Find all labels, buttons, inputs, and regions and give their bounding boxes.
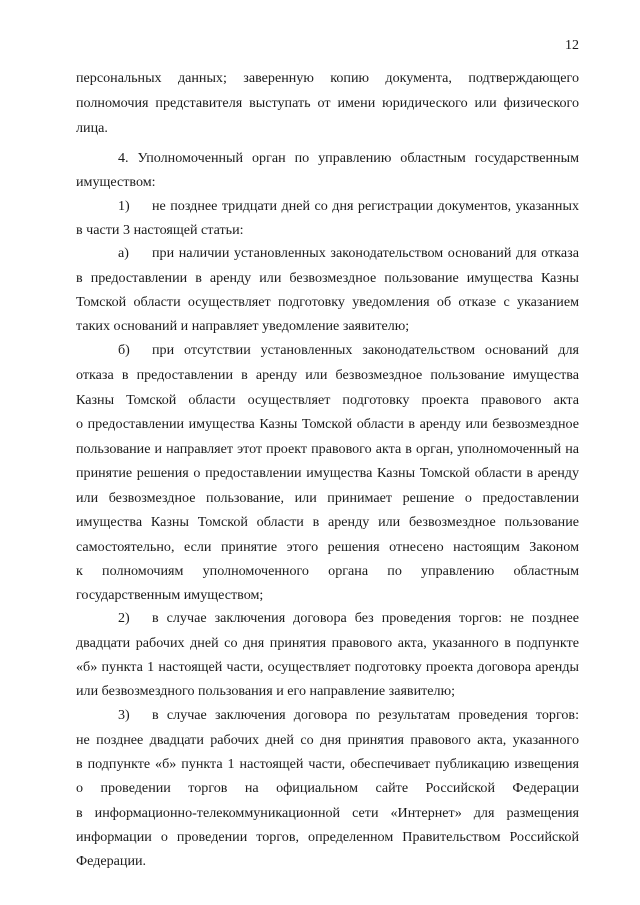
text-line: лица. — [76, 120, 108, 136]
text-line: полномочия представителя выступать от имени юридического или физического — [76, 95, 579, 111]
text-line: персональных данных; заверенную копию документа, подтверждающего — [76, 70, 579, 86]
text-line: или безвозмездного пользования и его направление заявителю; — [76, 683, 456, 699]
text-line: Казны Томской области осуществляет подготовку проекта правового акта — [76, 392, 579, 408]
text-line: государственным имуществом; — [76, 587, 264, 603]
text-line: «б» пункта 1 настоящей части, осуществляет подготовку проекта договора аренды — [76, 659, 579, 675]
text-line: в предоставлении в аренду или безвозмездное пользование имущества Казны — [76, 270, 579, 286]
text-line: в информационно-телекоммуникационной сети «Интернет» для размещения — [76, 805, 579, 821]
text-line: отказа в предоставлении в аренду или безвозмездное пользование имущества — [76, 367, 579, 383]
text-line: Федерации. — [76, 853, 147, 869]
item-number: 1) — [118, 198, 130, 214]
text-line: принятие решения о предоставлении имущества Казны Томской области в аренду — [76, 465, 579, 481]
text-line: или безвозмездное пользование, или принимает решение о предоставлении — [76, 490, 579, 506]
item-number: 2) — [118, 610, 130, 626]
text-line: в части 3 настоящей статьи: — [76, 222, 244, 238]
subitem-a-start: при наличии установленных законодательством оснований для отказа — [152, 245, 579, 261]
text-line: не позднее двадцати рабочих дней со дня принятия правового акта, указанного — [76, 732, 579, 748]
page-number: 12 — [565, 38, 579, 53]
item-2-start: в случае заключения договора без проведения торгов: не позднее — [152, 610, 579, 626]
text-line: имущества Казны Томской области в аренду или безвозмездное пользование — [76, 514, 579, 530]
text-line: о проведении торгов на официальном сайте Российской Федерации — [76, 780, 579, 796]
text-line: к полномочиям уполномоченного органа по управлению областным — [76, 563, 579, 579]
text-line: Томской области осуществляет подготовку уведомления об отказе с указанием — [76, 294, 579, 310]
text-line: в подпункте «б» пункта 1 настоящей части, обеспечивает публикацию извещения — [76, 756, 579, 772]
text-line: информации о проведении торгов, определенном Правительством Российской — [76, 829, 579, 845]
item-number: 3) — [118, 707, 130, 723]
text-line: самостоятельно, если принятие этого решения отнесено настоящим Законом — [76, 539, 579, 555]
item-1-start: не позднее тридцати дней со дня регистрации документов, указанных — [152, 198, 579, 214]
text-line: таких оснований и направляет уведомление заявителю; — [76, 318, 410, 334]
text-line: имуществом: — [76, 174, 156, 190]
subitem-letter: а) — [118, 245, 129, 261]
subitem-b-start: при отсутствии установленных законодательством оснований для — [152, 342, 579, 358]
paragraph-4-start: 4. Уполномоченный орган по управлению областным государственным — [118, 150, 579, 166]
text-line: пользование и направляет этот проект правового акта в орган, уполномоченный на — [76, 441, 579, 457]
text-line: двадцати рабочих дней со дня принятия правового акта, указанного в подпункте — [76, 635, 579, 651]
item-3-start: в случае заключения договора по результатам проведения торгов: — [152, 707, 579, 723]
subitem-letter: б) — [118, 342, 130, 358]
text-line: о предоставлении имущества Казны Томской области в аренду или безвозмездное — [76, 416, 579, 432]
